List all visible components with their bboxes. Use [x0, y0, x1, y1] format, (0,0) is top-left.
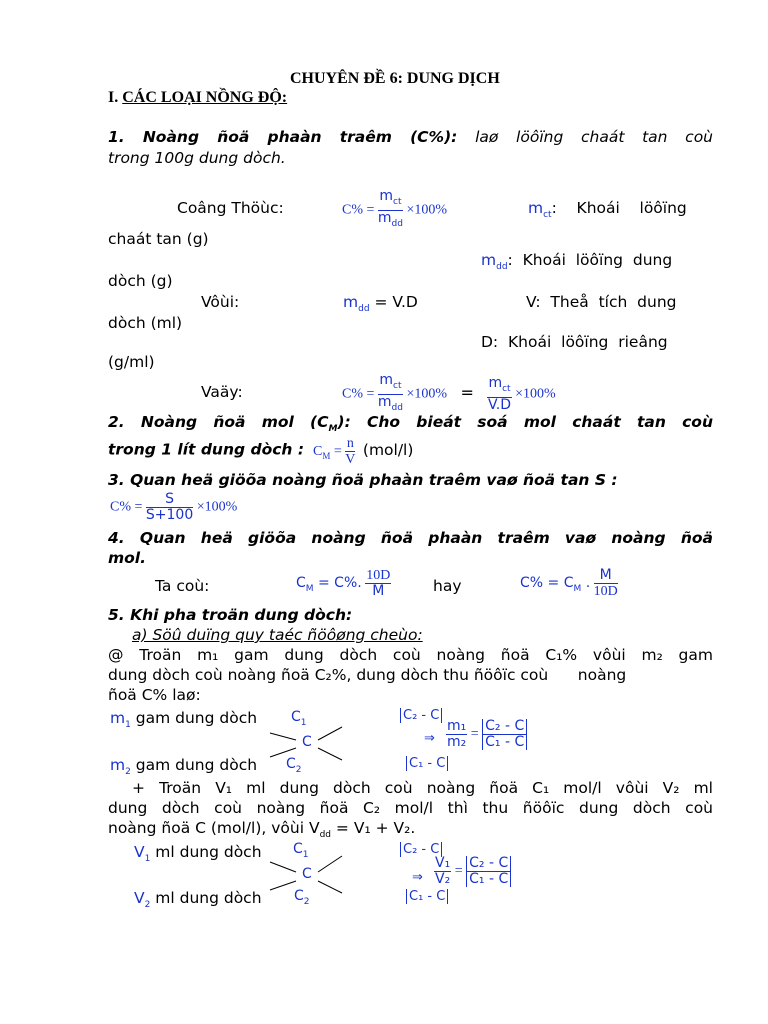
- section-number: I.: [108, 89, 119, 106]
- mass-ratio: $\frac{\text{m₁}}{\text{m₂}}$ = $\frac{\text{C₂ - C}}{\text{C₁ - C}}$: [446, 719, 527, 750]
- formula-label: Coâng Thöùc:: [177, 199, 284, 217]
- vay-formula: C% = $\frac{m_{ct}}{m_{dd}}$ ×100% = $\frac{m_{ct}}{V.D}$ ×100%: [342, 372, 556, 413]
- cm-unit: (mol/l): [362, 440, 414, 459]
- v-definition-cont: dòch (ml): [108, 314, 183, 332]
- page-title: CHUYÊN ĐỀ 6: DUNG DỊCH: [290, 70, 500, 87]
- v-definition: V: Theå tích dung: [526, 293, 677, 311]
- abs-bot-2: C₁ - C: [406, 889, 448, 904]
- abs-top-2: C₂ - C: [400, 842, 442, 857]
- m2-label: $m_2$ gam dung dòch: [110, 756, 258, 778]
- ta-co-label: Ta coù:: [155, 577, 210, 595]
- m1-label: $m_1$ gam dung dòch: [110, 709, 258, 731]
- s3-formula: C% = $\frac{S}{S+100}$ ×100%: [110, 491, 238, 523]
- c1-label-2: $C_1$: [293, 841, 309, 860]
- formula-fraction: $\frac{m_{ct}}{m_{dd}}$: [377, 188, 403, 229]
- voi-label: Vôùi:: [201, 293, 240, 311]
- p2-line3: noàng ñoä C (mol/l), vôùi $V_{dd} = V_1 + V_2$.: [108, 819, 416, 841]
- s5-subheading-a: a) Söû duïng quy taéc ñöôøng cheùo:: [132, 626, 423, 644]
- c2-label: $C_2$: [286, 756, 302, 775]
- section-label: CÁC LOẠI NỒNG ĐỘ:: [122, 89, 288, 106]
- c1-label: $C_1$: [291, 709, 307, 728]
- s4-line1: 4. Quan heä giöõa noàng ñoä phaàn traêm vaø noàng ñoä: [108, 529, 713, 547]
- c-center-label-2: C: [302, 866, 312, 882]
- p1-line2: dung dòch coù noàng ñoä C₂%, dung dòch thu ñöôïc coù noàng: [108, 666, 627, 684]
- abs-bot-1: C₁ - C: [406, 756, 448, 771]
- s4-formula-1: $C_M = C\%$. $\frac{10D}{M}$: [296, 568, 391, 599]
- vay-label: Vaäy:: [201, 383, 243, 401]
- s2-line2: trong 1 lít dung dòch : $C_M$ = $\frac{n}{V}$ (mol/l): [108, 436, 414, 467]
- c-center-label: C: [302, 734, 312, 750]
- mct-definition: $m_{ct}$: Khoái löôïng: [528, 199, 687, 221]
- cm-formula: $C_M$ = $\frac{n}{V}$: [313, 436, 356, 467]
- s1-line2: trong 100g dung dòch.: [108, 149, 286, 167]
- p2-line1: + Troän V₁ ml dung dòch coù noàng ñoä C₁ mol/l vôùi V₂ ml: [132, 779, 713, 797]
- s5-heading: 5. Khi pha troän dung dòch:: [108, 606, 353, 624]
- s2-line1: 2. Noàng ñoä mol $(C_M)$: Cho bieát soá mol chaát tan coù: [108, 413, 713, 435]
- mct-definition-cont: chaát tan (g): [108, 230, 209, 248]
- p2-line2: dung dòch coù noàng ñoä C₂ mol/l thì thu ñöôïc dung dòch coù: [108, 799, 713, 817]
- abs-top-1: C₂ - C: [400, 708, 442, 723]
- formula-lhs: C% =: [342, 202, 375, 218]
- s3-heading: 3. Quan heä giöõa noàng ñoä phaàn traêm vaø ñoä tan S :: [108, 471, 618, 489]
- mdd-definition: $m_{dd}$: Khoái löôïng dung: [481, 251, 673, 273]
- v2-label: $V_2$ ml dung dòch: [134, 889, 262, 911]
- s4-formula-2: $C\% = C_M$ . $\frac{M}{10D}$: [520, 567, 618, 599]
- p1-line1: @ Troän m₁ gam dung dòch coù noàng ñoä C₁% vôùi m₂ gam: [108, 646, 713, 664]
- p1-line3: ñoä C% laø:: [108, 686, 201, 704]
- volume-ratio: $\frac{\text{V₁}}{\text{V₂}}$ = $\frac{\text{C₂ - C}}{\text{C₁ - C}}$: [434, 856, 511, 887]
- v1-label: $V_1$ ml dung dòch: [134, 843, 262, 865]
- formula-tail: ×100%: [406, 202, 448, 218]
- hay-label: hay: [433, 577, 462, 595]
- c2-label-2: $C_2$: [294, 888, 310, 907]
- s4-line2: mol.: [108, 549, 147, 567]
- d-definition-cont: (g/ml): [108, 353, 155, 371]
- mdd-equation: $m_{dd} = V.D$: [343, 293, 418, 315]
- arrow-1: ⇒: [424, 731, 435, 746]
- s1-heading: 1. Noàng ñoä phaàn traêm (C%):: [108, 128, 458, 146]
- mdd-definition-cont: dòch (g): [108, 272, 173, 290]
- s1-definition: laø löôïng chaát tan coù: [475, 128, 713, 146]
- arrow-2: ⇒: [412, 870, 423, 885]
- d-definition: D: Khoái löôïng rieâng: [481, 333, 668, 351]
